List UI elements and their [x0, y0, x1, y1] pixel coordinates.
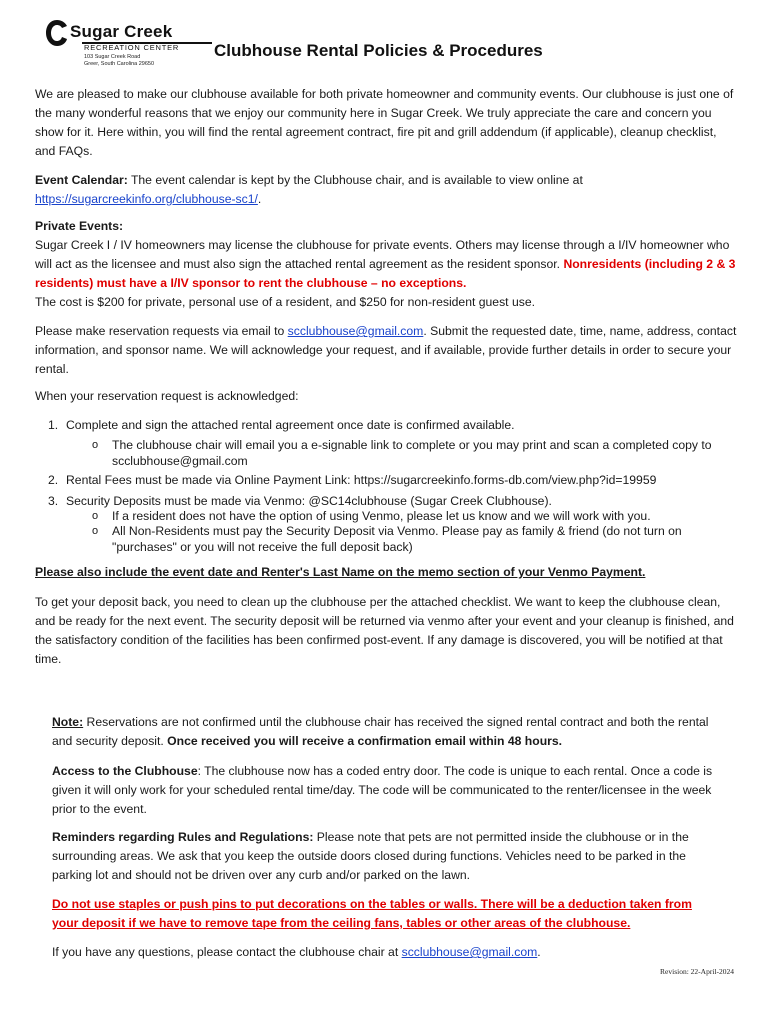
step-number: 2. — [48, 473, 59, 487]
logo-name: Sugar Creek — [70, 22, 173, 41]
event-calendar-text: The event calendar is kept by the Clubhouse chair, and is available to view online at — [127, 173, 583, 187]
page-title: Clubhouse Rental Policies & Procedures — [214, 41, 543, 60]
bullet-icon: o — [92, 510, 99, 522]
staples-warning: Do not use staples or push pins to put decorations on the tables or walls. There will be a deduction taken from your deposit if we have to remove tape from the ceiling fans, tables or other areas of the clubhouse. — [52, 897, 692, 930]
questions-paragraph — [52, 943, 718, 962]
note-paragraph — [52, 713, 712, 751]
private-events-text: Sugar Creek I / IV homeowners may license the clubhouse for private events. Others may license through a I/IV homeowner who will act as the licensee and must also sign the attached rental agreement as the resident sponsor. — [35, 238, 730, 271]
private-events-paragraph — [35, 217, 738, 312]
sugar-creek-logo-mark-icon — [44, 18, 70, 48]
questions-email-link[interactable]: scclubhouse@gmail.com — [401, 945, 538, 959]
intro-paragraph: We are pleased to make our clubhouse available for both private homeowner and community events. Our clubhouse is just one of the many wonderful reasons that we enjoy our community here in Sugar Creek. We truly appreciate the care and concern you show for it. Here within, you will find the rental agreement contract, fire pit and grill addendum (if applicable), cleanup checklist, and FAQs. — [35, 87, 734, 158]
bullet-icon: o — [92, 439, 99, 451]
reservation-text-after: . Submit the requested date, time, name, address, contact information, and sponsor name. We will acknowledge your request, and if available, provide further details in order to secure your rental. — [35, 324, 737, 376]
reminders-text: Please note that pets are not permitted inside the clubhouse or in the surrounding areas. We ask that you keep the outside doors closed during functions. Vehicles need to be parked in the parking lot and should not be driven over any curb and/or parked on the lawn. — [52, 830, 689, 882]
reservation-paragraph — [35, 322, 738, 379]
rental-cost-text: The cost is $200 for private, personal use of a resident, and $250 for non-resident guest use. — [35, 295, 535, 309]
step-text: Complete and sign the attached rental agreement once date is confirmed available. — [66, 418, 515, 432]
step-sub-text: If a resident does not have the option of using Venmo, please let us know and we will work with you. — [112, 509, 651, 523]
event-calendar-paragraph — [35, 171, 738, 209]
reminders-paragraph — [52, 828, 718, 885]
deposit-return-paragraph: To get your deposit back, you need to clean up the clubhouse per the attached checklist. We want to keep the clubhouse clean, and be ready for the next event. The security deposit will be returned via venmo after your event and your cleanup is finished, and the satisfactory condition of the facilities has been confirmed post-event. If any damage is discovered, you will be notified at that time. — [35, 595, 734, 666]
logo-subtitle: RECREATION CENTER — [84, 43, 180, 52]
step-number: 1. — [48, 418, 59, 432]
private-events-heading: Private Events: — [35, 219, 124, 233]
event-calendar-link[interactable]: https://sugarcreekinfo.org/clubhouse-sc1/ — [35, 192, 258, 206]
confirmation-notice: Once received you will receive a confirmation email within 48 hours. — [167, 734, 563, 748]
reservation-text-before: Please make reservation requests via email to — [35, 324, 288, 338]
logo-address-line1: 103 Sugar Creek Road — [84, 54, 141, 60]
note-text: Reservations are not confirmed until the clubhouse chair has received the signed rental contract and both the rental and security deposit. — [52, 715, 709, 748]
reminders-label: Reminders regarding Rules and Regulations: — [52, 830, 314, 844]
step-text: Security Deposits must be made via Venmo: @SC14clubhouse (Sugar Creek Clubhouse). — [66, 494, 552, 508]
step-sub-text: The clubhouse chair will email you a e-signable link to complete or you may print and scan a completed copy to scclubhouse@gmail.com — [112, 438, 712, 468]
step-sub-text: All Non-Residents must pay the Security Deposit via Venmo. Please pay as family & friend (do not turn on "purchases" or you will not receive the full deposit back) — [112, 524, 682, 554]
questions-text: If you have any questions, please contact the clubhouse chair at — [52, 945, 402, 959]
reservation-email-link[interactable]: scclubhouse@gmail.com — [287, 324, 424, 338]
access-paragraph — [52, 762, 718, 819]
access-label: Access to the Clubhouse — [52, 764, 198, 778]
questions-after: . — [537, 945, 541, 959]
sugar-creek-logo — [44, 16, 204, 72]
event-calendar-after: . — [257, 192, 262, 206]
bullet-icon: o — [92, 525, 99, 537]
venmo-memo-note: Please also include the event date and Renter's Last Name on the memo section of your Venmo Payment. — [35, 565, 646, 579]
revision-date: Revision: 22-April-2024 — [660, 967, 734, 976]
note-label: Note: — [52, 715, 84, 729]
access-text: : The clubhouse now has a coded entry door. The code is unique to each rental. Once a code is given it will only work for your scheduled rental time/day. The code will be communicated to the renter/licensee in the week prior to the event. — [52, 764, 713, 816]
nonresident-warning: Nonresidents (including 2 & 3 residents) must have a I/IV sponsor to rent the clubhouse – no exceptions. — [35, 257, 736, 290]
step-number: 3. — [48, 494, 59, 508]
logo-address-line2: Greer, South Carolina 29650 — [84, 61, 155, 67]
step-text: Rental Fees must be made via Online Payment Link: https://sugarcreekinfo.forms-db.com/view.php?id=19959 — [66, 473, 657, 487]
event-calendar-label: Event Calendar: — [35, 173, 128, 187]
acknowledged-intro: When your reservation request is acknowledged: — [35, 389, 299, 403]
